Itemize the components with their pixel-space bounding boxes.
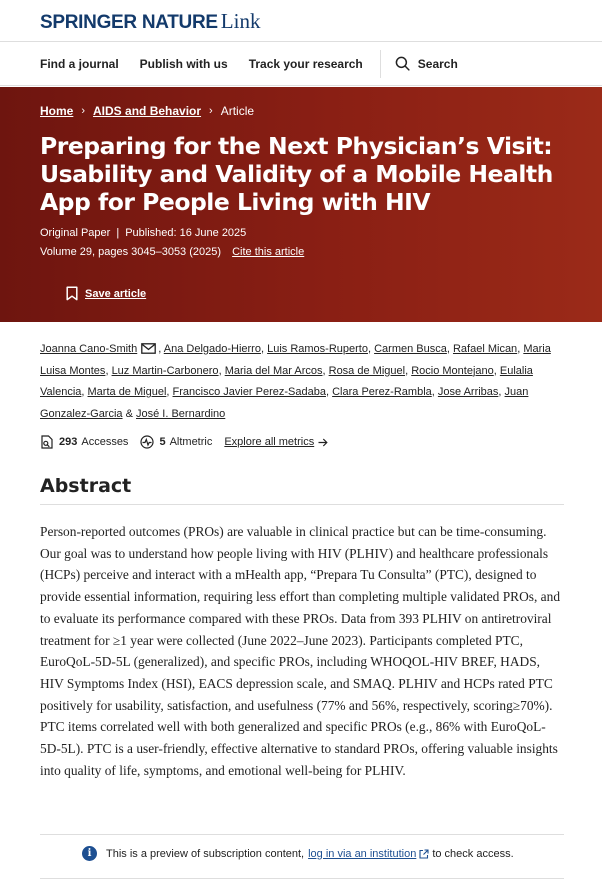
author-link[interactable]: Juan Gonzalez-Garcia <box>40 386 529 420</box>
logo-brand: SPRINGER NATURE <box>40 12 218 33</box>
arrow-right-icon <box>318 438 328 447</box>
nav-divider <box>380 50 381 78</box>
publish-date: Published: 16 June 2025 <box>125 227 247 239</box>
author-link[interactable]: Eulalia Valencia <box>40 364 533 398</box>
springer-nature-link-logo[interactable] <box>40 9 602 34</box>
preview-prefix: This is a preview of subscription content, <box>106 847 305 860</box>
save-article-button[interactable] <box>66 286 562 301</box>
institution-login-link[interactable]: log in via an institution <box>308 847 417 860</box>
author-link[interactable]: Rocio Montejano <box>411 364 494 377</box>
preview-divider-bottom <box>40 878 564 879</box>
bookmark-icon <box>66 286 78 301</box>
author-link[interactable]: Jose Arribas <box>437 386 499 398</box>
author-link[interactable]: Francisco Javier Perez-Sadaba <box>172 386 326 398</box>
article-metrics <box>40 435 328 449</box>
article-hero <box>0 87 602 322</box>
author-link[interactable]: Clara Perez-Rambla <box>332 386 432 398</box>
mail-icon[interactable] <box>141 343 156 354</box>
info-icon: i <box>82 846 97 861</box>
article-volume-row <box>40 246 562 258</box>
altmetric-label: Altmetric <box>169 436 213 448</box>
search-icon <box>395 56 410 71</box>
meta-separator: | <box>116 227 120 239</box>
author-link[interactable]: Rafael Mican <box>452 343 518 355</box>
author-link[interactable]: Luz Martin-Carbonero <box>111 364 219 377</box>
author-link[interactable]: Rosa de Miguel <box>328 364 406 377</box>
altmetric-count: 5 <box>159 436 166 448</box>
author-link[interactable]: Maria Luisa Montes <box>40 343 551 377</box>
breadcrumb-home[interactable]: Home <box>40 104 74 118</box>
article-meta <box>40 227 562 239</box>
site-header <box>0 0 602 42</box>
search-label: Search <box>417 56 458 71</box>
abstract-heading: Abstract <box>40 475 132 497</box>
author-list: Joanna Cano-Smith , Ana Delgado-Hierro, Luis Ramos-Ruperto, Carmen Busca, Rafael Mican, Maria Luisa Montes, Luz Martin-Carbonero, Maria del Mar Arcos, Rosa de Miguel, Rocio Montejano, Eulalia Valencia, Marta de Miguel, Francisco Javier Perez-Sadaba, Clara Perez-Rambla, Jose Arribas, Juan Gonzalez-Garcia & José I. Bernardino <box>40 343 551 420</box>
altmetric-icon <box>140 435 154 449</box>
breadcrumb <box>40 104 562 118</box>
accesses-label: Accesses <box>81 436 129 448</box>
search-button[interactable] <box>395 56 458 71</box>
abstract-text: Person-reported outcomes (PROs) are valuable in clinical practice but can be time-consuming. Our goal was to understand how people living with HIV (PLHIV) and healthcare professionals (HCPs) perceive and interact with a mHealth app, “Prepara Tu Consulta” (PTC), designed to provide essential information, requiring less effort than completing multiple validated PROs, and to evaluate its performance compared with these PROs. Data from 393 PLHIV on antiretroviral treatment for ≥1 year were collected (June 2022–June 2023). Participants completed PTC, EuroQoL-5D-5L (generalized), and specific PROs, including WHOQOL-HIV BREF, HADS, HIV Symptoms Index (HSI), EACS depression scale, and SMAQ. PLHIV and HCPs rated PTC positively for usability, satisfaction, and usefulness (77% and 56%, respectively, scoring≥70%). PTC items correlated well with both generalized and specific PROs (e.g., 86% with EuroQoL-5D-5L). PTC is a user-friendly, effective alternative to standard PROs, offering valuable insights into quality of life, symptoms, and emotional well-being for PLHIV. <box>40 524 561 778</box>
explore-metrics-link[interactable]: Explore all metrics <box>224 436 315 448</box>
nav-find-journal[interactable]: Find a journal <box>40 56 119 71</box>
article-volume: Volume 29, pages 3045–3053 (2025) <box>40 246 222 258</box>
main-nav <box>0 42 602 86</box>
save-article-label: Save article <box>85 287 147 300</box>
author-link[interactable]: Carmen Busca <box>374 343 447 355</box>
author-link[interactable]: José I. Bernardino <box>136 407 226 420</box>
author-link[interactable]: Marta de Miguel <box>87 386 167 398</box>
accesses-metric <box>40 435 128 449</box>
chevron-right-icon: › <box>81 105 86 117</box>
article-type: Original Paper <box>40 227 111 239</box>
author-link[interactable]: Maria del Mar Arcos <box>224 364 323 377</box>
breadcrumb-current: Article <box>220 104 255 118</box>
altmetric-metric <box>140 435 212 449</box>
nav-publish-with-us[interactable]: Publish with us <box>139 56 228 71</box>
abstract-divider <box>40 504 564 505</box>
author-link[interactable]: Ana Delgado-Hierro <box>163 343 261 355</box>
preview-suffix: to check access. <box>432 847 514 860</box>
chevron-right-icon: › <box>209 105 213 117</box>
accesses-count: 293 <box>59 436 78 448</box>
preview-divider-top <box>40 834 564 835</box>
article-title: Preparing for the Next Physician’s Visit: Usability and Validity of a Mobile Health App for People Living with HIV <box>40 132 553 216</box>
cite-article-link[interactable]: Cite this article <box>232 246 305 258</box>
logo-suffix: Link <box>220 9 261 33</box>
accesses-icon <box>40 435 54 449</box>
author-link[interactable]: Luis Ramos-Ruperto <box>267 343 368 355</box>
subscription-notice <box>82 846 514 861</box>
nav-track-research[interactable]: Track your research <box>248 56 363 71</box>
author-link[interactable]: Joanna Cano-Smith <box>40 343 138 355</box>
breadcrumb-journal[interactable]: AIDS and Behavior <box>93 104 202 118</box>
external-link-icon <box>419 849 429 859</box>
